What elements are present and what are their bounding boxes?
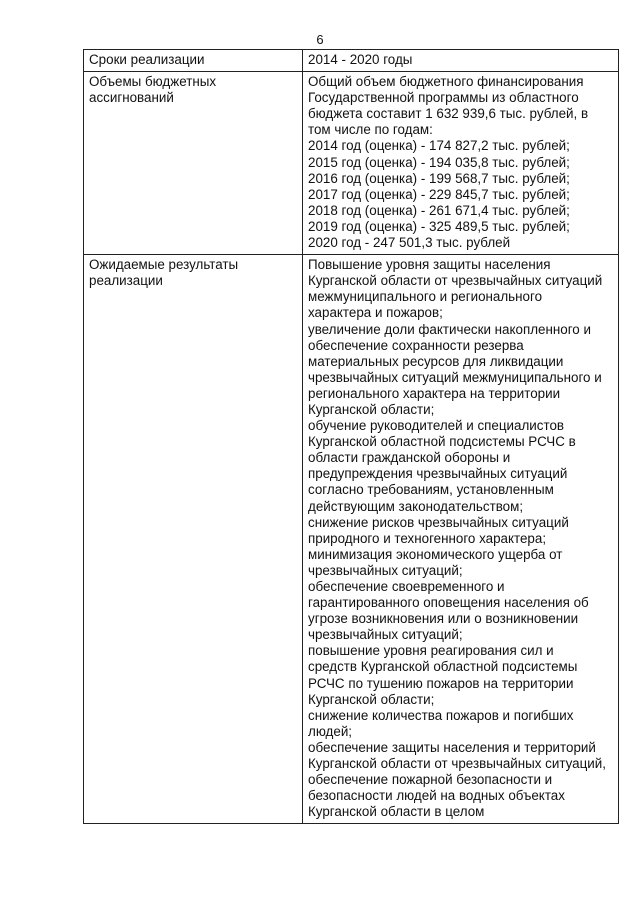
- row-value-line: обеспечение своевременного и: [308, 579, 505, 594]
- row-label-cell: [84, 50, 303, 72]
- row-label-line: Объемы бюджетных: [89, 74, 217, 90]
- row-value-line: регионального характера на территории: [308, 385, 561, 401]
- row-value-line: Общий объем бюджетного финансирования: [308, 74, 584, 90]
- table-row: [84, 255, 619, 824]
- row-label-cell: [84, 72, 303, 255]
- row-value-line: людей;: [308, 723, 353, 739]
- row-value-line: согласно требованиям, установленным: [308, 482, 554, 498]
- row-value-line: обучение руководителей и специалистов: [308, 418, 565, 434]
- table-row: [84, 72, 619, 255]
- row-value-cell: [303, 50, 619, 72]
- row-value-line: Курганской области в целом: [308, 804, 485, 820]
- row-value-line: материальных ресурсов для ликвидации: [308, 353, 564, 369]
- row-value-line: чрезвычайных ситуаций межмуниципального и: [308, 369, 602, 385]
- row-value-cell: [303, 255, 619, 824]
- row-value-line: действующим законодательством;: [308, 498, 524, 514]
- row-value-line: природного и техногенного характера;: [308, 530, 547, 546]
- table-row: [84, 50, 619, 72]
- row-value-line: снижение количества пожаров и погибших: [308, 707, 574, 723]
- row-value-line: 2017 год (оценка) - 229 845,7 тыс. рублей;: [308, 186, 570, 202]
- row-value-line: обеспечение пожарной безопасности и: [308, 772, 553, 788]
- row-label-cell: [84, 255, 303, 824]
- row-value-line: минимизация экономического ущерба от: [308, 546, 563, 562]
- row-value-line: снижение рисков чрезвычайных ситуаций: [308, 514, 569, 530]
- row-value-line: средств Курганской областной подсистемы: [308, 659, 578, 675]
- row-value-line: предупреждения чрезвычайных ситуаций: [308, 466, 568, 482]
- row-value-line: угрозе возникновения или о возникновении: [308, 611, 579, 627]
- row-value-line: области гражданской обороны и: [308, 450, 511, 466]
- row-value-line: 2015 год (оценка) - 194 035,8 тыс. рублей;: [308, 154, 570, 170]
- row-value-line: обеспечение сохранности резерва: [308, 337, 524, 353]
- row-label-line: Ожидаемые результаты: [89, 257, 239, 273]
- passport-table: [83, 49, 619, 824]
- row-value-line: 2016 год (оценка) - 199 568,7 тыс. рублей;: [308, 170, 570, 186]
- row-value-line: 2014 год (оценка) - 174 827,2 тыс. рублей;: [308, 138, 570, 154]
- row-value-line: характера и пожаров;: [308, 305, 443, 321]
- row-value-line: Государственной программы из областного: [308, 90, 579, 106]
- row-label-line: ассигнований: [89, 90, 174, 106]
- row-value-line: межмуниципального и регионального: [308, 289, 543, 305]
- row-value-line: 2019 год (оценка) - 325 489,5 тыс. рублей;: [308, 218, 570, 234]
- page-number: 6: [316, 32, 324, 47]
- row-value-line: гарантированного оповещения населения об: [308, 595, 589, 611]
- table-body: [84, 50, 619, 824]
- row-value-line: Курганской областной подсистемы РСЧС в: [308, 434, 576, 450]
- row-value-line: Курганской области;: [308, 691, 435, 707]
- row-value-line: РСЧС по тушению пожаров на территории: [308, 675, 574, 691]
- row-value-line: увеличение доли фактически накопленного и: [308, 321, 591, 337]
- row-value-line: повышение уровня реагирования сил и: [308, 643, 554, 659]
- row-value-line: Курганской области от чрезвычайных ситуаций: [308, 273, 603, 289]
- row-value-line: Повышение уровня защиты населения: [308, 257, 551, 273]
- row-value-line: 2014 - 2020 годы: [308, 52, 413, 67]
- row-value-line: 2020 год - 247 501,3 тыс. рублей: [308, 235, 511, 251]
- row-value-line: безопасности людей на водных объектах: [308, 788, 565, 804]
- row-value-line: Курганской области;: [308, 401, 435, 417]
- row-value-line: бюджета составит 1 632 939,6 тыс. рублей, в: [308, 106, 589, 122]
- row-value-line: чрезвычайных ситуаций;: [308, 627, 463, 643]
- row-value-line: том числе по годам:: [308, 122, 433, 138]
- row-label-line: Сроки реализации: [89, 52, 205, 67]
- row-label-line: реализации: [89, 273, 163, 289]
- row-value-line: 2018 год (оценка) - 261 671,4 тыс. рублей;: [308, 202, 570, 218]
- row-value-line: чрезвычайных ситуаций;: [308, 562, 463, 578]
- row-value-line: обеспечение защиты населения и территорий: [308, 739, 596, 755]
- row-value-cell: [303, 72, 619, 255]
- row-value-line: Курганской области от чрезвычайных ситуаций,: [308, 756, 606, 772]
